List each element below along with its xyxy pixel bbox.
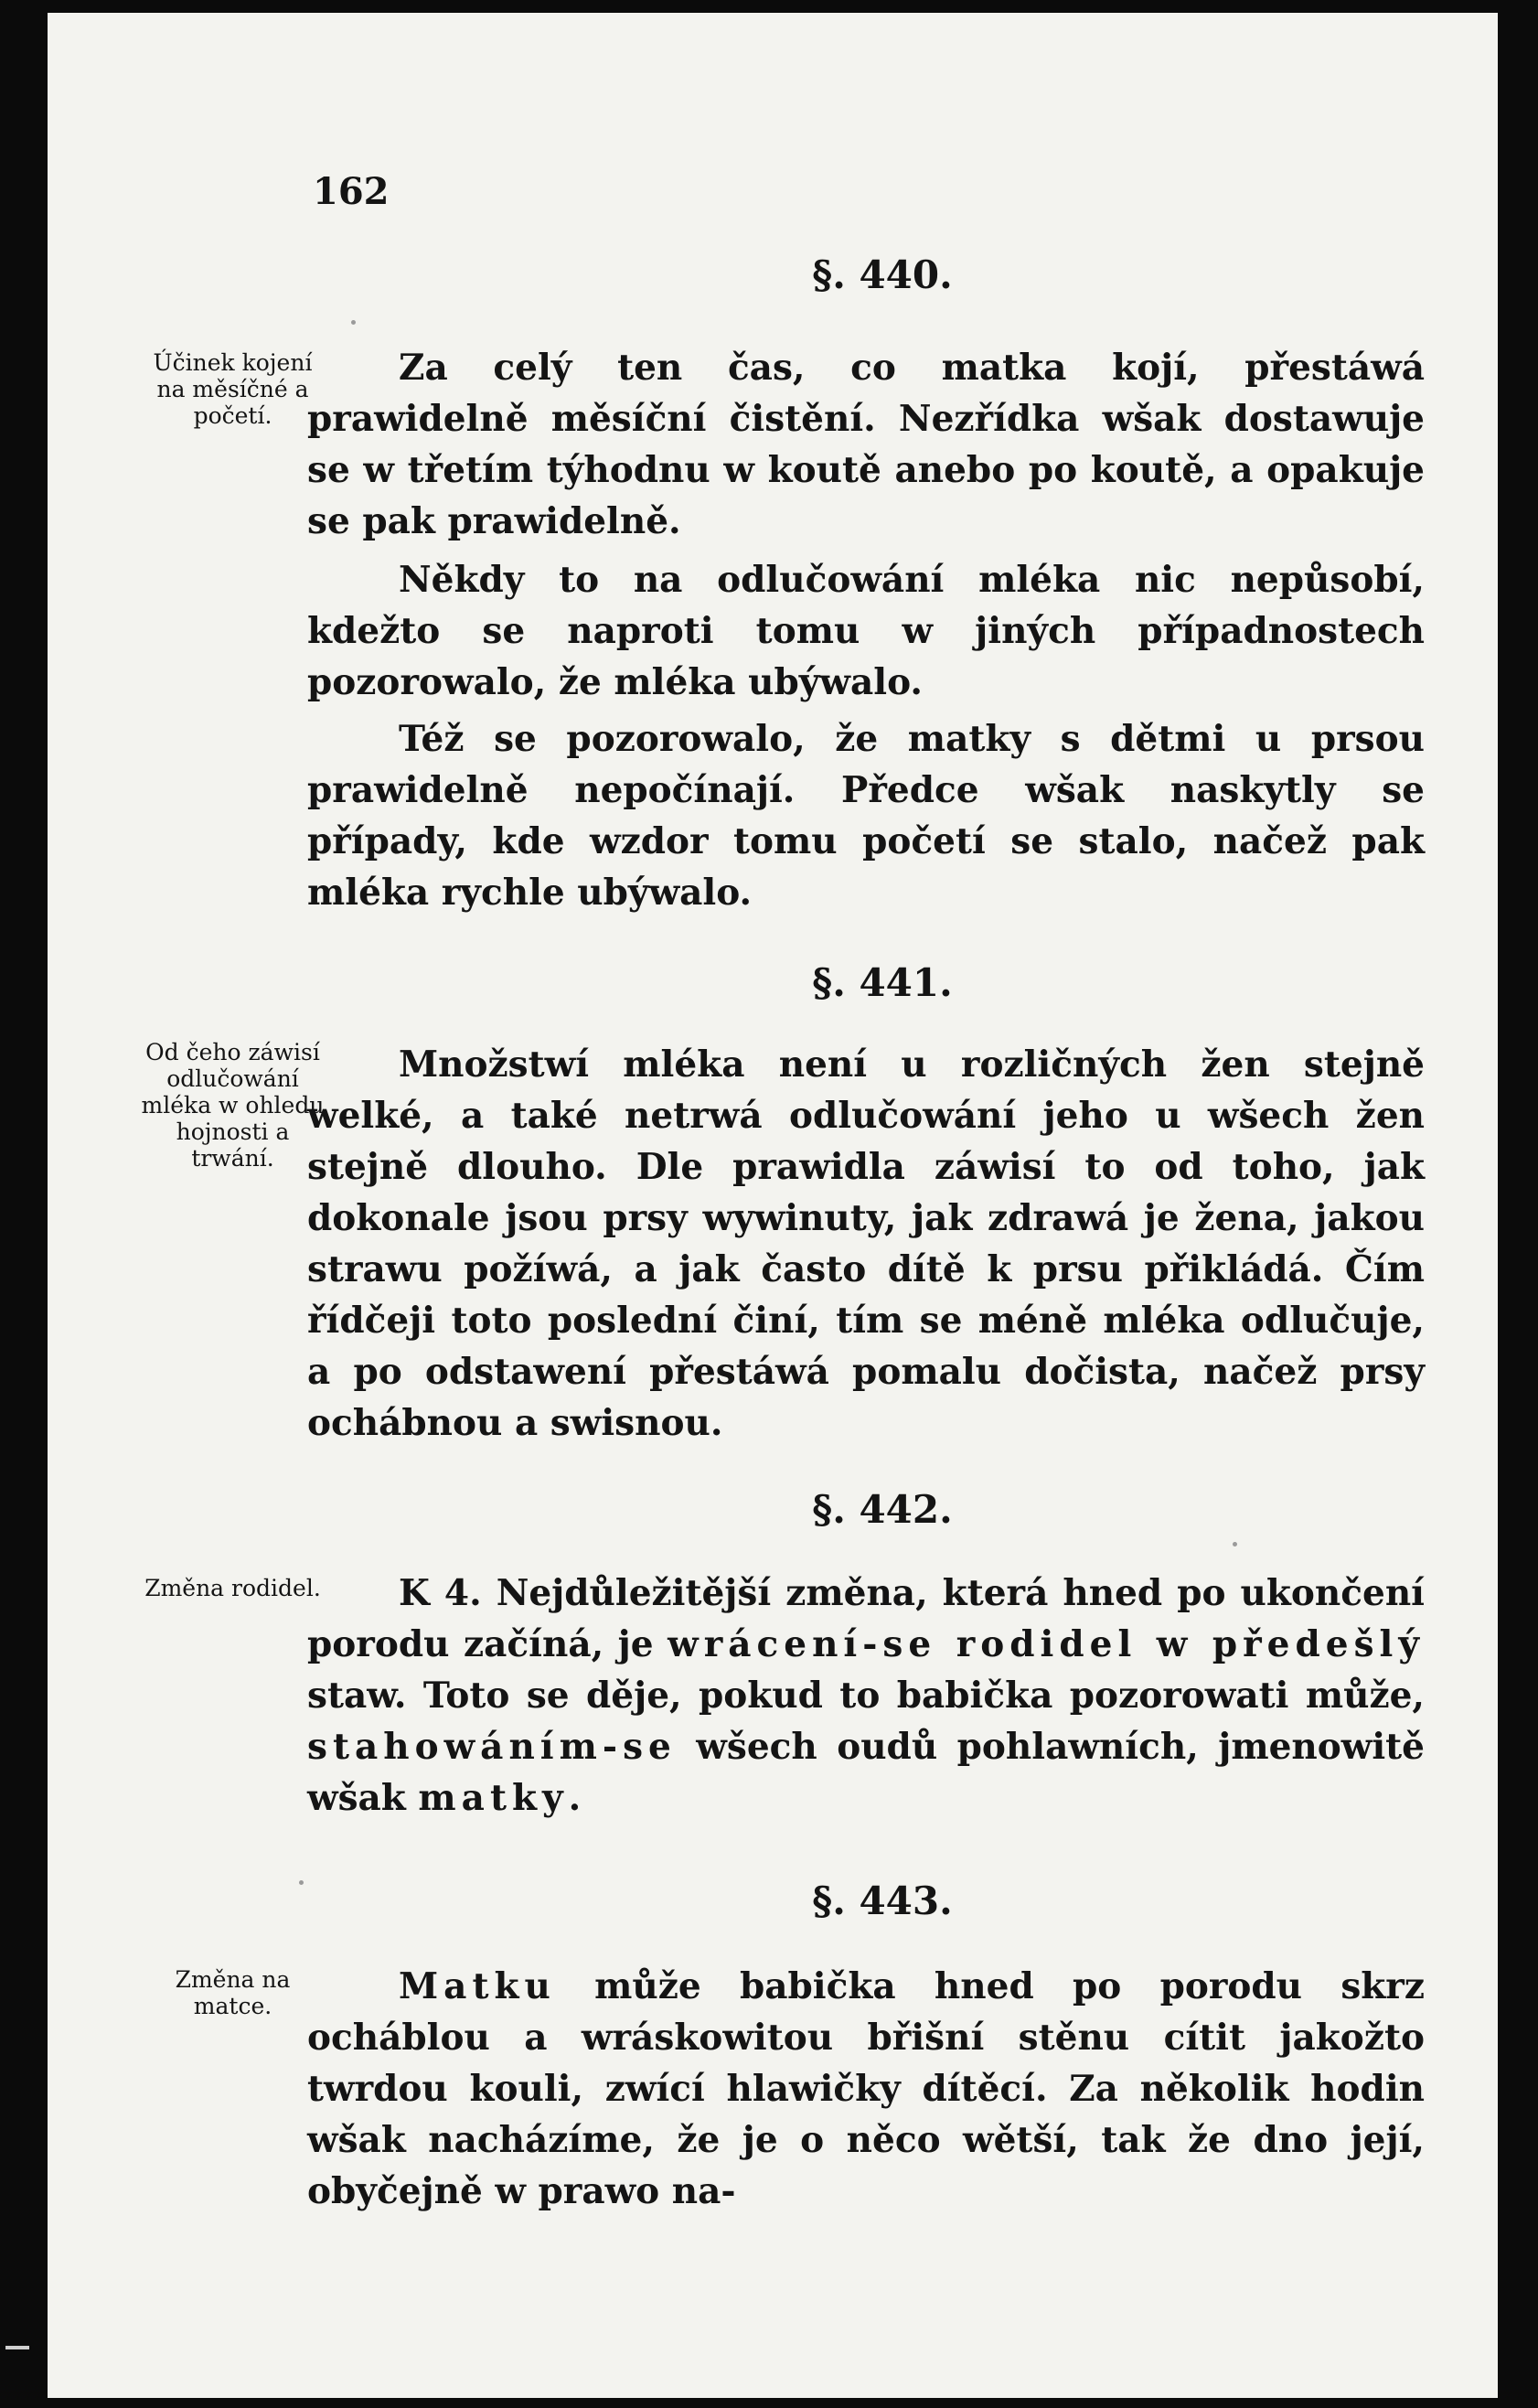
paragraph-text: . bbox=[568, 1777, 582, 1819]
page-number: 162 bbox=[313, 170, 390, 213]
margin-note-440: Účinek kojení na měsíčné a početí. bbox=[153, 349, 313, 429]
emphasis-text: wrácení-se rodidel w předešlý bbox=[668, 1623, 1425, 1665]
paragraph-440-3: Též se pozorowalo, že matky s dětmi u prsou prawidelně nepočínají. Předce wšak naskytly se případy, kde wzdor tomu početí se stalo, načež pak mléka rychle ubýwalo. bbox=[307, 718, 1425, 914]
paragraph-lead-number: K 4. bbox=[399, 1572, 482, 1614]
paragraph-443-1 bbox=[307, 1961, 1425, 2217]
paragraph-text: Nejdůležitější změna, která hned po ukončení porodu začíná, je bbox=[307, 1572, 1425, 1665]
section-heading-440: §. 440. bbox=[812, 252, 953, 297]
paragraph-text: staw. Toto se děje, pokud to babička pozorowati může, bbox=[307, 1675, 1425, 1717]
print-speck bbox=[351, 320, 356, 325]
section-heading-441: §. 441. bbox=[812, 960, 953, 1005]
section-heading-443: §. 443. bbox=[812, 1878, 953, 1923]
margin-note-443: Změna na matce. bbox=[175, 1966, 291, 2019]
paragraph-440-2: Někdy to na odlučowání mléka nic nepůsobí, kdežto se naproti tomu w jiných případnostech pozorowalo, že mléka ubýwalo. bbox=[307, 559, 1425, 703]
print-speck bbox=[1233, 1542, 1237, 1546]
paragraph-text: může babička hned po porodu skrz ocháblou a wráskowitou břišní stěnu cítit jakožto twrdou kouli, zwící hlawičky dítěcí. Za několik hodin wšak nacházíme, že je o něco wětší, tak že dno její, obyčejně w prawo na- bbox=[307, 1965, 1425, 2212]
paragraph-text: wšech oudů pohlawních, jmenowitě wšak bbox=[307, 1726, 1425, 1819]
emphasis-text: matky bbox=[418, 1777, 569, 1819]
margin-note-441: Od čeho záwisí odlučowání mléka w ohledu hojnosti a trwání. bbox=[141, 1039, 325, 1172]
print-speck bbox=[299, 1880, 304, 1885]
paragraph-441-1: Množstwí mléka není u rozličných žen stejně welké, a také netrwá odlučowání jeho u wšech žen stejně dlouho. Dle prawidla záwisí to od toho, jak dokonale jsou prsy wywinuty, jak zdrawá je žena, jakou strawu požíwá, a jak často dítě k prsu přikládá. Čím řídčeji toto poslední činí, tím se méně mléka odlučuje, a po odstawení přestáwá pomalu dočista, načež prsy ochábnou a swisnou. bbox=[307, 1043, 1425, 1444]
margin-note-442: Změna rodidel. bbox=[144, 1575, 321, 1601]
paragraph-440-1: Za celý ten čas, co matka kojí, přestáwá prawidelně měsíční čistění. Nezřídka wšak dostawuje se w třetím týhodnu w koutě anebo po koutě, a opakuje se pak prawidelně. bbox=[307, 347, 1425, 542]
section-heading-442: §. 442. bbox=[812, 1487, 953, 1532]
margin-smudge bbox=[5, 2346, 29, 2349]
emphasis-text: Matku bbox=[399, 1965, 556, 2007]
emphasis-text: stahowáním-se bbox=[307, 1726, 677, 1768]
paragraph-442-1 bbox=[307, 1568, 1425, 1824]
book-page bbox=[48, 13, 1498, 2398]
